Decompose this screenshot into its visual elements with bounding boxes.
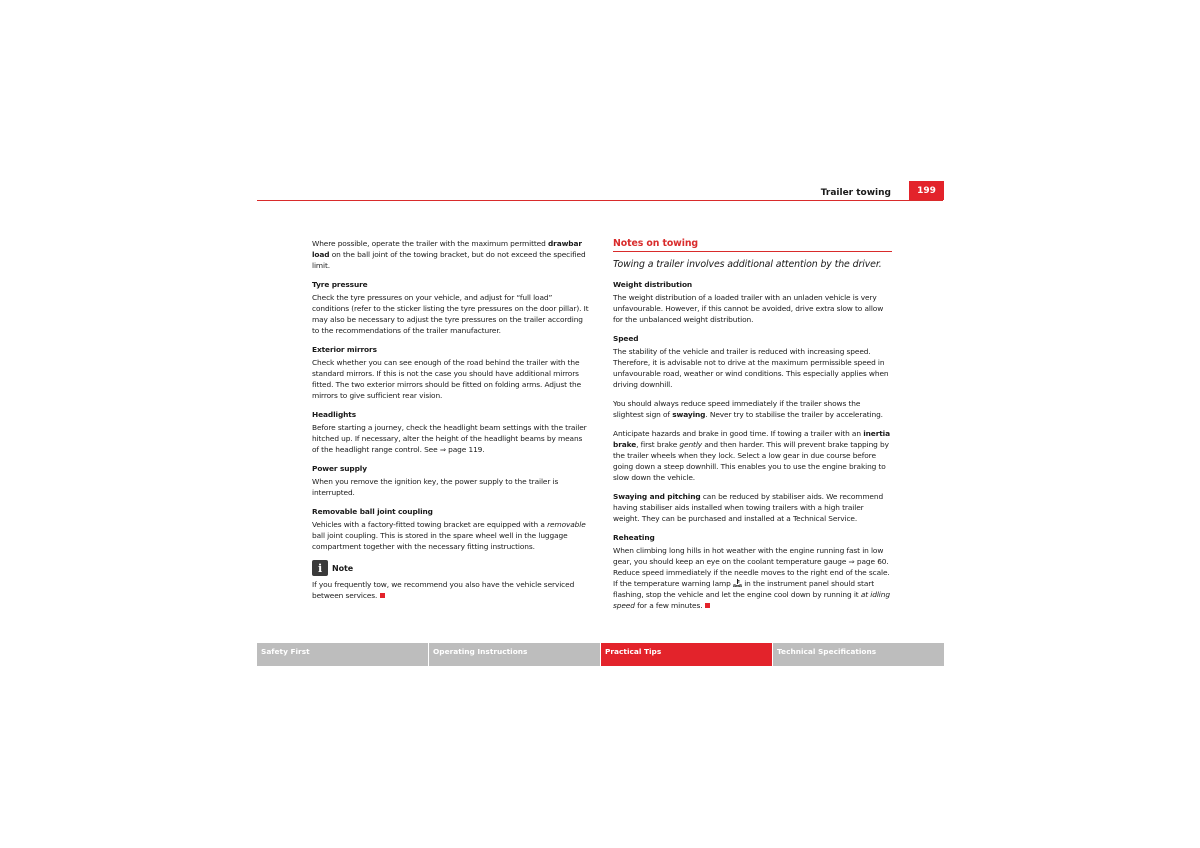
info-icon: i <box>312 560 328 576</box>
section-title: Trailer towing <box>820 188 891 198</box>
tab-safety-first[interactable]: Safety First <box>257 643 429 666</box>
speed-text-1: The stability of the vehicle and trailer is reduced with increasing speed. Therefore, it is advisable not to drive at the maximum permissible speed in unfavourable road, weather or wind conditions. This especially applies when driving downhill. <box>613 347 889 389</box>
left-column <box>312 238 591 609</box>
reheating-text: When climbing long hills in hot weather with the engine running fast in low gear, you should keep an eye on the coolant temperature gauge ⇒ page 60. Reduce speed immediately if the needle moves to the right end of the scale. If the temperature warning lamp in the instrument panel should start flashing, stop the vehicle and let the engine cool down by running it at idling speed for a few minutes. <box>613 546 890 610</box>
tab-technical-specifications[interactable]: Technical Specifications <box>773 643 944 666</box>
weight-distribution-text: The weight distribution of a loaded trailer with an unladen vehicle is very unfavourable. However, if this cannot be avoided, drive extra slow to allow for the unbalanced weight distribution. <box>613 293 884 324</box>
headlights-text: Before starting a journey, check the headlight beam settings with the trailer hitched up. If necessary, alter the height of the headlight beams by means of the headlight range control. See ⇒ page 119. <box>312 423 587 454</box>
end-of-section-marker <box>380 593 385 598</box>
tab-operating-instructions[interactable]: Operating Instructions <box>429 643 601 666</box>
exterior-mirrors-text: Check whether you can see enough of the road behind the trailer with the standard mirrors. If this is not the case you should have additional mirrors fitted. The two exterior mirrors should be fitted on folding arms. Adjust the mirrors to give sufficient rear vision. <box>312 358 582 400</box>
coolant-temperature-icon <box>733 579 742 588</box>
tab-practical-tips[interactable]: Practical Tips <box>601 643 773 666</box>
removable-coupling-heading: Removable ball joint coupling <box>312 507 433 516</box>
notes-on-towing-heading: Notes on towing <box>613 238 892 252</box>
exterior-mirrors-heading: Exterior mirrors <box>312 345 377 354</box>
tyre-pressure-text: Check the tyre pressures on your vehicle, and adjust for “full load” conditions (refer to the sticker listing the tyre pressures on the door pillar). It may also be necessary to adjust the tyre pressures on the trailer according to the recommendations of the trailer manufacturer. <box>312 293 589 335</box>
removable-coupling-text: Vehicles with a factory-fitted towing bracket are equipped with a removable ball joint coupling. This is stored in the spare wheel well in the luggage compartment together with the necessary fitting instructions. <box>312 520 586 551</box>
header-rule <box>257 200 943 201</box>
footer-nav <box>257 643 944 666</box>
end-of-section-marker <box>705 603 710 608</box>
weight-distribution-heading: Weight distribution <box>613 280 693 289</box>
power-supply-text: When you remove the ignition key, the power supply to the trailer is interrupted. <box>312 477 559 497</box>
note-header <box>312 560 591 576</box>
note-text: If you frequently tow, we recommend you also have the vehicle serviced between services. <box>312 580 575 600</box>
intro-paragraph: Where possible, operate the trailer with the maximum permitted drawbar load on the ball joint of the towing bracket, but do not exceed the specified limit. <box>312 239 586 270</box>
headlights-heading: Headlights <box>312 410 357 419</box>
speed-heading: Speed <box>613 334 639 343</box>
reheating-heading: Reheating <box>613 533 655 542</box>
tyre-pressure-heading: Tyre pressure <box>312 280 368 289</box>
right-column <box>613 238 892 619</box>
power-supply-heading: Power supply <box>312 464 367 473</box>
speed-text-2: You should always reduce speed immediately if the trailer shows the slightest sign of swaying. Never try to stabilise the trailer by accelerating. <box>613 399 883 419</box>
page-number: 199 <box>909 181 944 200</box>
note-label: Note <box>332 563 354 573</box>
notes-intro: Towing a trailer involves additional attention by the driver. <box>613 259 882 270</box>
anticipate-text: Anticipate hazards and brake in good time. If towing a trailer with an inertia brake, first brake gently and then harder. This will prevent brake tapping by the trailer wheels when they lock. Select a low gear in due course before going down a steep downhill. This enables you to use the engine braking to slow down the vehicle. <box>613 429 890 482</box>
swaying-text: Swaying and pitching can be reduced by stabiliser aids. We recommend having stabiliser aids installed when towing trailers with a high trailer weight. They can be purchased and installed at a Technical Service. <box>613 492 884 523</box>
